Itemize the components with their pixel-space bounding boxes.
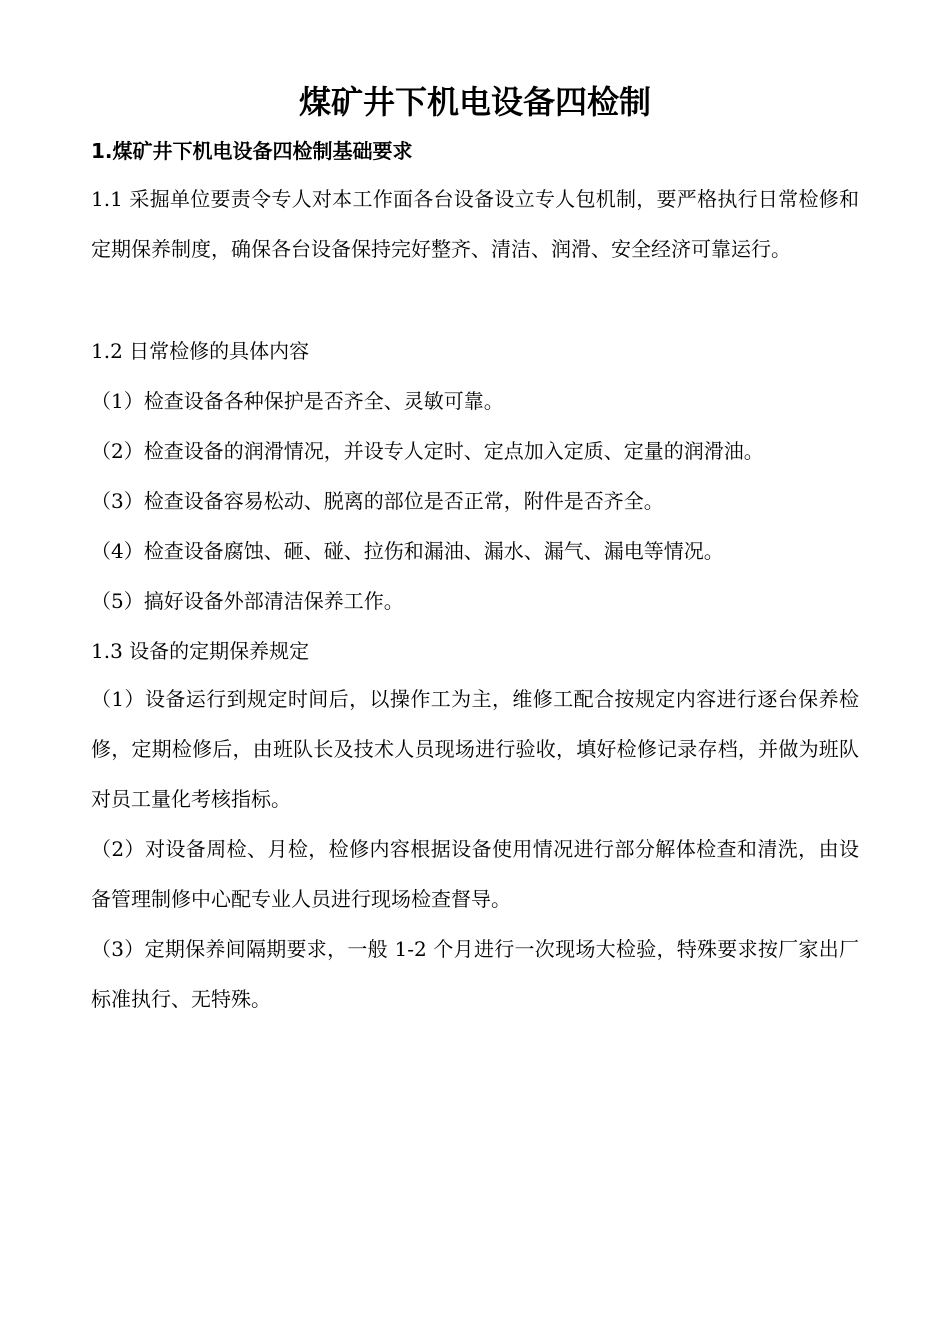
list-item: （4）检查设备腐蚀、砸、碰、拉伤和漏油、漏水、漏气、漏电等情况。	[91, 539, 724, 563]
list-item: （1）检查设备各种保护是否齐全、灵敏可靠。	[91, 389, 504, 413]
subheading-1-3: 1.3 设备的定期保养规定	[91, 639, 310, 663]
list-item: （3）定期保养间隔期要求，一般 1-2 个月进行一次现场大检验，特殊要求按厂家出厂标准执行、无特殊。	[91, 937, 859, 1011]
paragraph-1-1: 1.1 采掘单位要责令专人对本工作面各台设备设立专人包机制，要严格执行日常检修和定期保养制度，确保各台设备保持完好整齐、清洁、润滑、安全经济可靠运行。	[91, 187, 859, 261]
section-heading-1: 1.煤矿井下机电设备四检制基础要求	[91, 139, 413, 163]
list-item: （2）检查设备的润滑情况，并设专人定时、定点加入定质、定量的润滑油。	[91, 439, 764, 463]
list-item: （2）对设备周检、月检，检修内容根据设备使用情况进行部分解体检查和清洗，由设备管理制修中心配专业人员进行现场检查督导。	[91, 837, 859, 911]
document-title: 煤矿井下机电设备四检制	[298, 83, 651, 121]
subheading-1-2: 1.2 日常检修的具体内容	[91, 339, 310, 363]
list-item: （5）搞好设备外部清洁保养工作。	[91, 589, 404, 613]
list-item: （3）检查设备容易松动、脱离的部位是否正常，附件是否齐全。	[91, 489, 664, 513]
list-item: （1）设备运行到规定时间后，以操作工为主，维修工配合按规定内容进行逐台保养检修，定期检修后，由班队长及技术人员现场进行验收，填好检修记录存档，并做为班队对员工量化考核指标。	[91, 687, 859, 811]
